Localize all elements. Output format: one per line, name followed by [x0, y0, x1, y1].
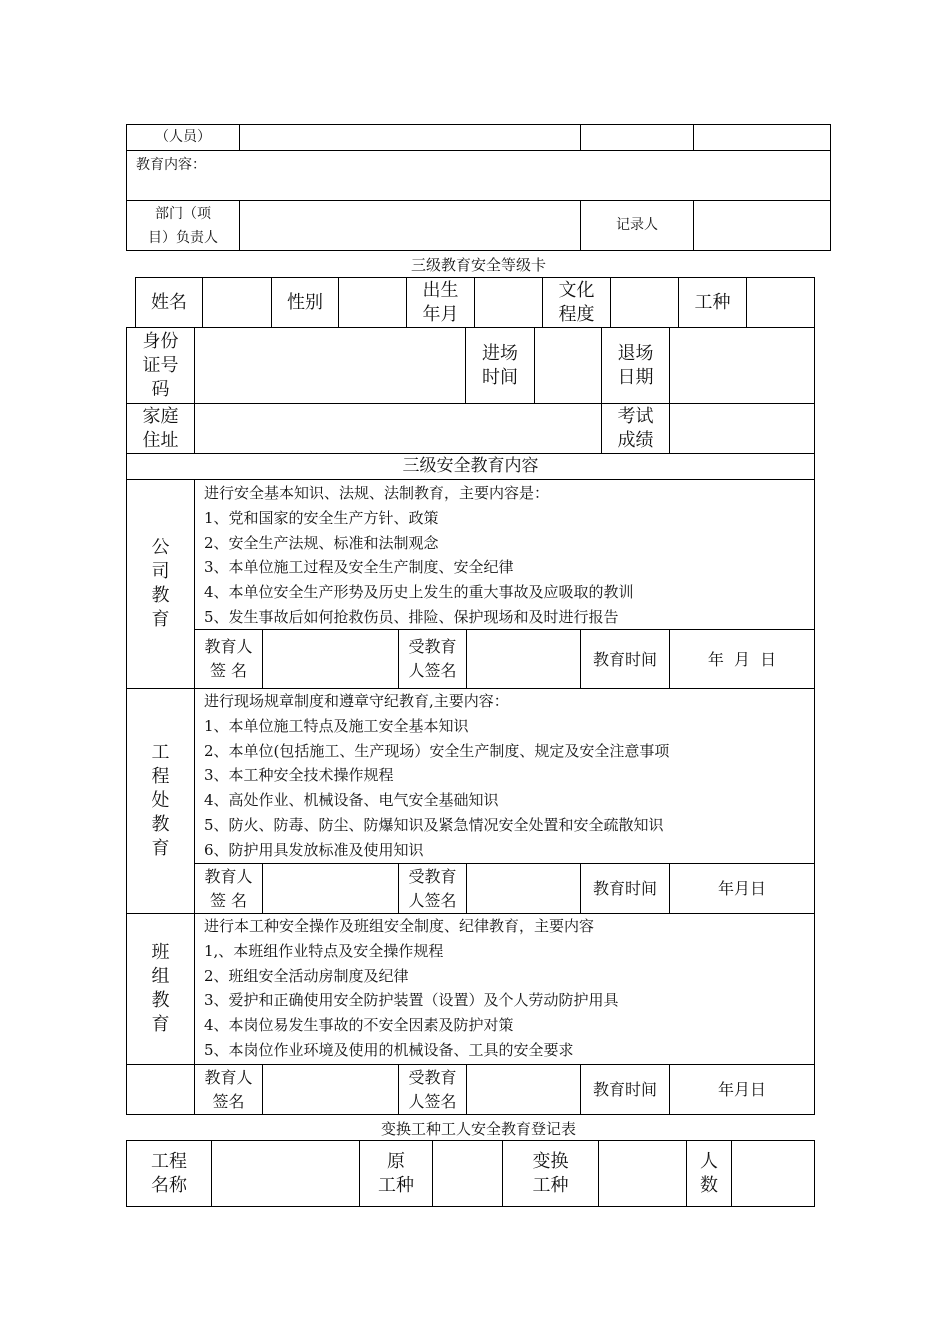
transfer-title: 变换工种工人安全教育登记表 [380, 1120, 576, 1138]
content-label: 教育内容： [136, 157, 206, 173]
team-label: 班 组 教 育 [151, 942, 170, 1035]
company-label: 公 司 教 育 [151, 537, 170, 630]
name-label: 姓名 [151, 292, 187, 313]
project-time-label: 教育时间 [592, 879, 657, 898]
culture-label: 文化 程度 [558, 279, 595, 325]
id-label: 身份 证号 码 [142, 330, 179, 400]
project-label: 工 程 处 教 育 [151, 742, 170, 859]
company-time-label: 教育时间 [592, 649, 657, 669]
team-date: 年月日 [717, 1080, 766, 1099]
company-content: 进行安全基本知识、法规、法制教育，主要内容是： 1、党和国家的安全生产方针、政策 2、安全生产法规、标准和法制观念 3、本单位施工过程及安全生产制度、安全纪律 4、本单位安全生产形势及历史上发生的重大事故及应吸取的教训 5、发生事故后如何抢救伤员、排险、保护现场和及时进行报告 [204, 484, 634, 626]
company-educator-label: 教育人 签 名 [204, 637, 253, 680]
team-educator-label: 教育人 签名 [204, 1067, 253, 1111]
team-time-label: 教育时间 [592, 1080, 657, 1099]
exit-label: 退场 日期 [617, 342, 654, 388]
project-name-label: 工程 名称 [151, 1150, 187, 1196]
entry-label: 进场 时间 [482, 342, 518, 388]
original-trade-label: 原 工种 [378, 1150, 414, 1196]
team-trainee-label: 受教育 人签名 [408, 1067, 457, 1111]
gender-label: 性别 [287, 292, 323, 313]
project-date: 年月日 [717, 879, 766, 898]
team-content: 进行本工种安全操作及班组安全制度、纪律教育，主要内容 1,、本班组作业特点及安全操作规程 2、班组安全活动房制度及纪律 3、爱护和正确使用安全防护装置（设置）及个人劳动防护用具 4、本岗位易发生事故的不安全因素及防护对策 5、本岗位作业环境及使用的机械设备、工具的安全要求 [204, 917, 619, 1059]
count-label: 人 数 [700, 1150, 718, 1196]
company-trainee-label: 受教育 人签名 [408, 637, 457, 680]
project-educator-label: 教育人 签 名 [204, 866, 253, 910]
trade-label: 工种 [694, 292, 731, 313]
card-title: 三级教育安全等级卡 [410, 256, 546, 274]
exam-label: 考试 成绩 [617, 405, 654, 451]
project-trainee-label: 受教育 人签名 [408, 866, 457, 910]
address-label: 家庭 住址 [142, 405, 179, 451]
personnel-label: （人员） [155, 129, 211, 145]
project-content: 进行现场规章制度和遵章守纪教育,主要内容： 1、本单位施工特点及施工安全基本知识 2、本单位(包括施工、生产现场）安全生产制度、规定及安全注意事项 3、本工种安全技术操作规程 4、高处作业、机械设备、电气安全基础知识 5、防火、防毒、防尘、防爆知识及紧急情况安全处置和安全疏散知识 6、防护用具发放标准及使用知识 [204, 692, 670, 859]
section-title: 三级安全教育内容 [402, 456, 539, 476]
recorder-label: 记录人 [616, 217, 658, 233]
new-trade-label: 变换 工种 [532, 1150, 569, 1196]
birth-label: 出生 年月 [422, 279, 459, 325]
dept-head-label: 部门（项 目）负责人 [148, 205, 218, 246]
company-date: 年 月 日 [707, 649, 777, 669]
